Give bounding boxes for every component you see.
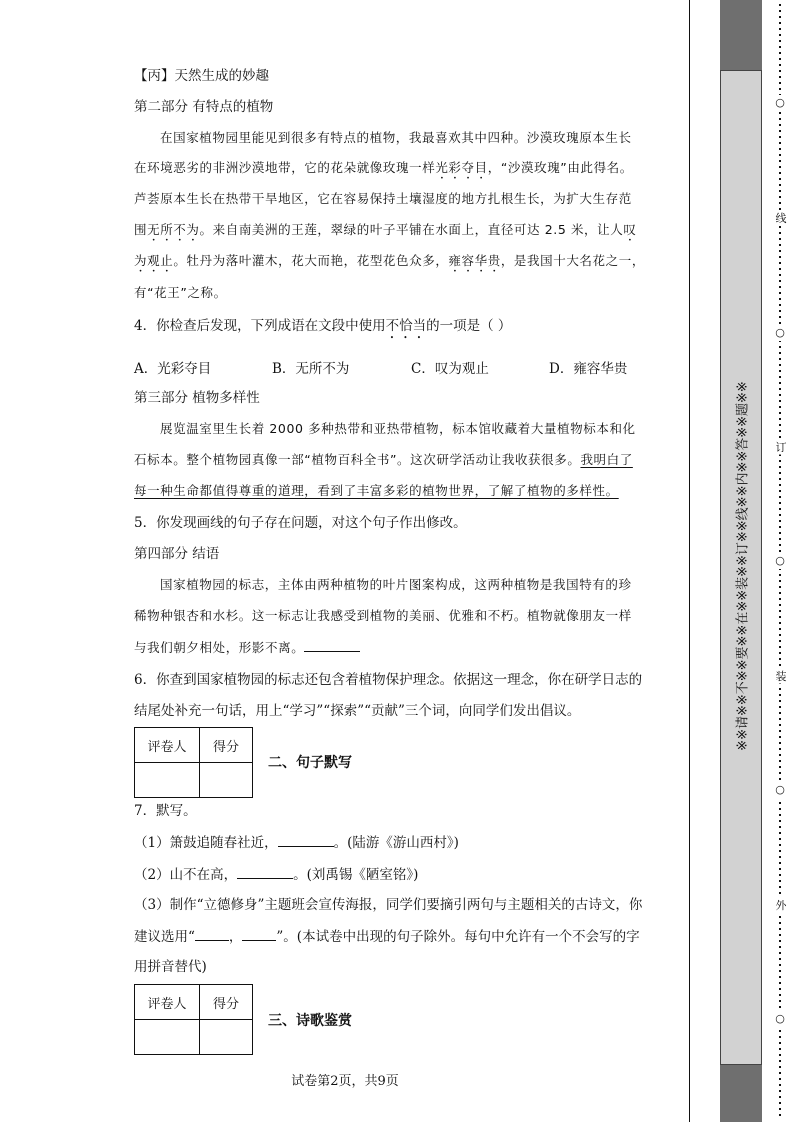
- sec3-line-1: 展览温室里生长着 2000 多种热带和亚热带植物，标本馆收藏着大量植物标本和化: [160, 421, 636, 436]
- sec2-line-1: 在国家植物园里能见到很多有特点的植物，我最喜欢其中四种。沙漠玫瑰原本生长: [160, 130, 632, 145]
- question-7-3-line-2: 建议选用“ ， ”。(本试卷中出现的句子除外。每句中允许有一个不会写的字: [134, 926, 640, 947]
- sec4-line-2: 稀物种银杏和水杉。这一标志让我感受到植物的美丽、优雅和不朽。植物就像朋友一样: [134, 608, 632, 623]
- underlined-sentence-b: 每一种生命都值得尊重的道理，看到了丰富多彩的植物世界，了解了植物的多样性。: [134, 483, 619, 498]
- question-4: 4．你检查后发现，下列成语在文段中使用不恰当的一项是（ ）: [134, 318, 512, 334]
- q4-emphasis: 不恰当: [385, 318, 427, 334]
- answer-blank: [195, 926, 229, 941]
- underlined-sentence-a: 我明白了: [580, 452, 633, 467]
- question-6-line-1: 6．你查到国家植物园的标志还包含着植物保护理念。依据这一理念，你在研学日志的: [134, 672, 643, 688]
- binding-mark-zhuang: 装: [774, 670, 787, 682]
- q4-option-a: A．光彩夺目: [134, 361, 212, 377]
- part-c-title: 【丙】天然生成的妙趣: [134, 68, 269, 84]
- binding-border-line: [689, 0, 690, 1122]
- sec2-line-4: 围无所不为。来自南美洲的王莲，翠绿的叶子平铺在水面上，直径可达 2.5 米，让人叹: [134, 222, 637, 237]
- grader-cell: [135, 763, 200, 798]
- score-table-1: [134, 727, 253, 798]
- grader-cell: [135, 1020, 200, 1055]
- question-7-3-line-3: 用拼音替代): [134, 959, 207, 975]
- idiom-tanwei-b: 为观止: [134, 253, 174, 268]
- strip-bottom-cap: [720, 1065, 762, 1122]
- idiom-tanwei-a: 叹: [623, 222, 637, 237]
- answer-blank: [237, 864, 293, 879]
- answer-blank: [278, 832, 334, 847]
- score-table-2: [134, 984, 253, 1055]
- section3-heading: 第三部分 植物多样性: [134, 390, 260, 406]
- sec2-line-3: 芦荟原本生长在热带干旱地区，它在容易保持土壤湿度的地方扎根生长，为扩大生存范: [134, 191, 632, 206]
- circle-mark: ○: [775, 1012, 785, 1025]
- question-7-2: （2）山不在高， 。(刘禹锡《陋室铭》): [134, 864, 418, 885]
- q4-option-d: D．雍容华贵: [549, 361, 628, 377]
- answer-blank: [304, 637, 360, 652]
- circle-mark: ○: [775, 783, 785, 796]
- sec2-line-2: 在环境恶劣的非洲沙漠地带，它的花朵就像玫瑰一样光彩夺目，“沙漠玫瑰”由此得名。: [134, 160, 633, 175]
- q4-option-c: C．叹为观止: [411, 361, 489, 377]
- question-7-3-line-1: （3）制作“立德修身”主题班会宣传海报，同学们要摘引两句与主题相关的古诗文，你: [134, 897, 643, 913]
- section-2-title: 二、句子默写: [268, 755, 352, 771]
- idiom-yongrong: 雍容华贵: [448, 253, 501, 268]
- sec2-line-5: 为观止。牡丹为落叶灌木，花大而艳，花型花色众多，雍容华贵，是我国十大名花之一，: [134, 253, 645, 268]
- section4-heading: 第四部分 结语: [134, 546, 220, 562]
- section2-heading: 第二部分 有特点的植物: [134, 99, 274, 115]
- idiom-wusuo: 无所不为: [147, 222, 200, 237]
- grader-label: 评卷人: [135, 728, 200, 763]
- score-label: 得分: [200, 728, 253, 763]
- page-footer: 试卷第2页，共9页: [291, 1074, 399, 1089]
- score-label: 得分: [200, 985, 253, 1020]
- sec4-line-1: 国家植物园的标志，主体由两种植物的叶片图案构成，这两种植物是我国特有的珍: [160, 577, 632, 592]
- question-7: 7．默写。: [134, 803, 197, 819]
- section-3-title: 三、诗歌鉴赏: [268, 1013, 352, 1029]
- score-cell: [200, 763, 253, 798]
- answer-blank: [242, 926, 276, 941]
- circle-mark: ○: [775, 326, 785, 339]
- binding-mark-ding: 订: [774, 441, 787, 453]
- idiom-guangcai: 光彩夺目: [435, 160, 488, 175]
- grader-label: 评卷人: [135, 985, 200, 1020]
- sec4-line-3: 与我们朝夕相处，形影不离。: [134, 637, 360, 658]
- sec2-line-6: 有“花王”之称。: [134, 285, 227, 300]
- binding-warning: ※※请※※不※※要※※在※※装※※订※※线※※内※※答※※题※※: [735, 381, 751, 751]
- question-6-line-2: 结尾处补充一句话，用上“学习”“探索”“贡献”三个词，向同学们发出倡议。: [134, 703, 581, 719]
- binding-mark-wai: 外: [774, 899, 787, 911]
- score-cell: [200, 1020, 253, 1055]
- question-7-1: （1）箫鼓追随春社近， 。(陆游《游山西村》): [134, 832, 459, 853]
- binding-mark-xian: 线: [774, 212, 787, 224]
- q4-option-b: B．无所不为: [272, 361, 350, 377]
- question-5: 5．你发现画线的句子存在问题，对这个句子作出修改。: [134, 515, 467, 531]
- circle-mark: ○: [775, 554, 785, 567]
- strip-top-cap: [720, 0, 762, 70]
- circle-mark: ○: [775, 96, 785, 109]
- sec3-line-2: 石标本。整个植物园真像一部“植物百科全书”。这次研学活动让我收获很多。我明白了: [134, 452, 633, 467]
